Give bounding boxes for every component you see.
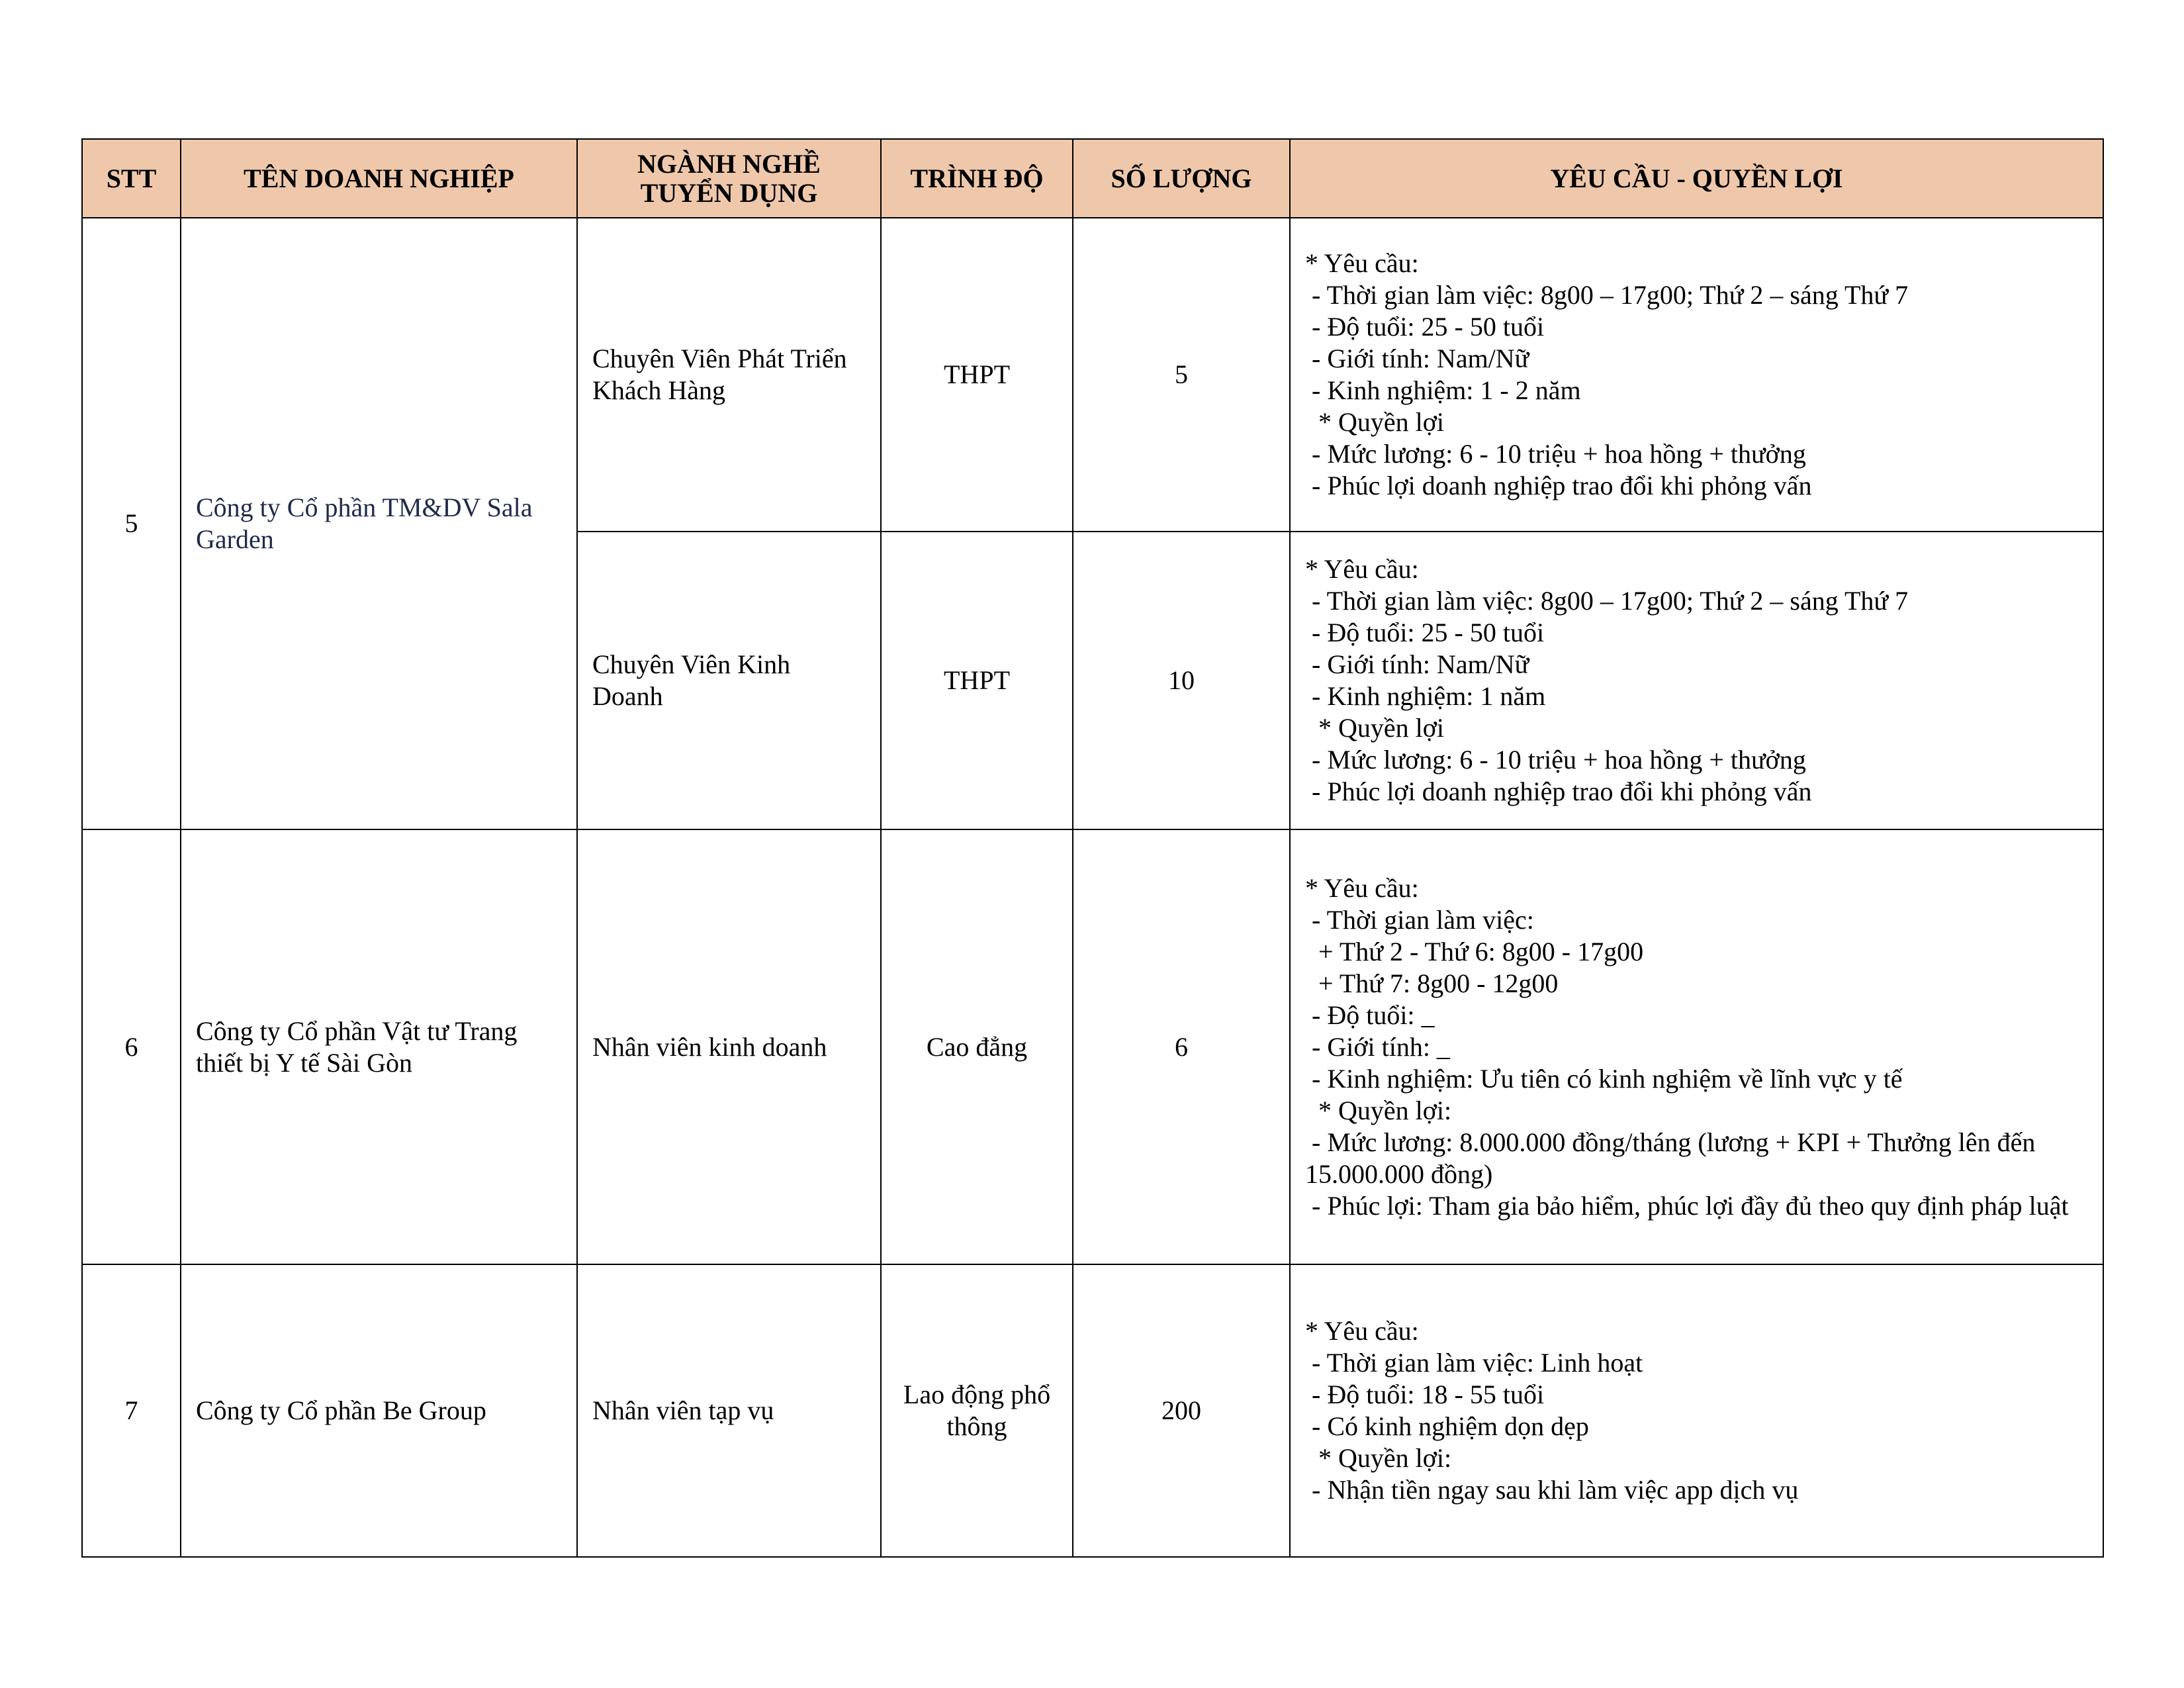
requirement-line: - Độ tuổi: 25 - 50 tuổi [1305, 312, 1545, 342]
requirement-line: - Nhận tiền ngay sau khi làm việc app dịch vụ [1305, 1475, 1799, 1505]
requirement-line: - Phúc lợi doanh nghiệp trao đổi khi phỏng vấn [1305, 776, 1812, 806]
requirement-line: * Quyền lợi: [1305, 1443, 1452, 1473]
requirement-line: * Quyền lợi [1305, 407, 1445, 437]
requirement-line: - Mức lương: 6 - 10 triệu + hoa hồng + thưởng [1305, 439, 1806, 469]
quantity-cell: 200 [1073, 1264, 1290, 1557]
requirement-line: * Yêu cầu: [1305, 872, 1419, 903]
requirements-cell [1290, 218, 2103, 532]
requirement-line: - Thời gian làm việc: Linh hoạt [1305, 1348, 1643, 1378]
requirement-line: * Yêu cầu: [1305, 1316, 1419, 1346]
level-cell: Cao đẳng [881, 829, 1073, 1264]
requirements-cell [1290, 1264, 2103, 1557]
requirement-line: - Thời gian làm việc: 8g00 – 17g00; Thứ 2 – sáng Thứ 7 [1305, 280, 1909, 310]
requirement-line: - Độ tuổi: 25 - 50 tuổi [1305, 618, 1545, 647]
company-cell: Công ty Cổ phần TM&DV Sala Garden [181, 218, 577, 829]
requirements-cell [1290, 829, 2103, 1264]
requirement-line: - Mức lương: 6 - 10 triệu + hoa hồng + thưởng [1305, 745, 1806, 774]
header-stt: STT [82, 139, 181, 218]
level-cell: Lao động phổ thông [881, 1264, 1073, 1557]
requirement-line: * Yêu cầu: [1305, 554, 1419, 584]
requirement-line: - Giới tính: _ [1305, 1031, 1450, 1062]
requirement-line: + Thứ 2 - Thứ 6: 8g00 - 17g00 [1305, 936, 1644, 966]
header-reqs: YÊU CẦU - QUYỀN LỢI [1290, 139, 2103, 218]
requirement-line: - Kinh nghiệm: 1 năm [1305, 681, 1546, 711]
requirement-line: - Mức lương: 8.000.000 đồng/tháng (lương + KPI + Thưởng lên đến 15.000.000 đồng) [1305, 1127, 2042, 1189]
level-cell: THPT [881, 218, 1073, 532]
requirement-line: - Thời gian làm việc: 8g00 – 17g00; Thứ 2 – sáng Thứ 7 [1305, 586, 1909, 616]
table-row [82, 218, 2103, 532]
header-company: TÊN DOANH NGHIỆP [181, 139, 577, 218]
header-qty: SỐ LƯỢNG [1073, 139, 1290, 218]
stt-cell: 7 [82, 1264, 181, 1557]
job-title-cell: Nhân viên tạp vụ [577, 1264, 881, 1557]
recruitment-table [81, 138, 2104, 1558]
requirement-line: - Kinh nghiệm: 1 - 2 năm [1305, 375, 1581, 405]
stt-cell: 5 [82, 218, 181, 829]
job-title-cell: Chuyên Viên Phát Triển Khách Hàng [577, 218, 881, 532]
table-row [82, 1264, 2103, 1557]
requirement-line: - Thời gian làm việc: [1305, 904, 1534, 935]
quantity-cell: 5 [1073, 218, 1290, 532]
requirements-cell [1290, 532, 2103, 829]
job-title-cell: Chuyên Viên Kinh Doanh [577, 532, 881, 829]
header-row [82, 139, 2103, 218]
requirement-line: * Quyền lợi [1305, 713, 1445, 743]
requirement-line: - Độ tuổi: _ [1305, 1000, 1435, 1030]
requirement-line: - Có kinh nghiệm dọn dẹp [1305, 1411, 1589, 1441]
company-cell: Công ty Cổ phần Be Group [181, 1264, 577, 1557]
level-cell: THPT [881, 532, 1073, 829]
job-title-cell: Nhân viên kinh doanh [577, 829, 881, 1264]
requirement-line: - Độ tuổi: 18 - 55 tuổi [1305, 1380, 1545, 1409]
header-level: TRÌNH ĐỘ [881, 139, 1073, 218]
requirement-line: - Giới tính: Nam/Nữ [1305, 649, 1529, 679]
requirement-line: * Yêu cầu: [1305, 248, 1419, 278]
company-cell: Công ty Cổ phần Vật tư Trang thiết bị Y tế Sài Gòn [181, 829, 577, 1264]
quantity-cell: 10 [1073, 532, 1290, 829]
requirement-line: * Quyền lợi: [1305, 1095, 1452, 1125]
table-row [82, 829, 2103, 1264]
requirement-line: + Thứ 7: 8g00 - 12g00 [1305, 968, 1559, 998]
requirement-line: - Giới tính: Nam/Nữ [1305, 344, 1529, 373]
header-job: NGÀNH NGHỀ TUYỂN DỤNG [577, 139, 881, 218]
requirement-line: - Kinh nghiệm: Ưu tiên có kinh nghiệm về lĩnh vực y tế [1305, 1063, 1903, 1094]
quantity-cell: 6 [1073, 829, 1290, 1264]
stt-cell: 6 [82, 829, 181, 1264]
requirement-line: - Phúc lợi: Tham gia bảo hiểm, phúc lợi đầy đủ theo quy định pháp luật [1305, 1190, 2069, 1221]
requirement-line: - Phúc lợi doanh nghiệp trao đổi khi phỏng vấn [1305, 471, 1812, 500]
